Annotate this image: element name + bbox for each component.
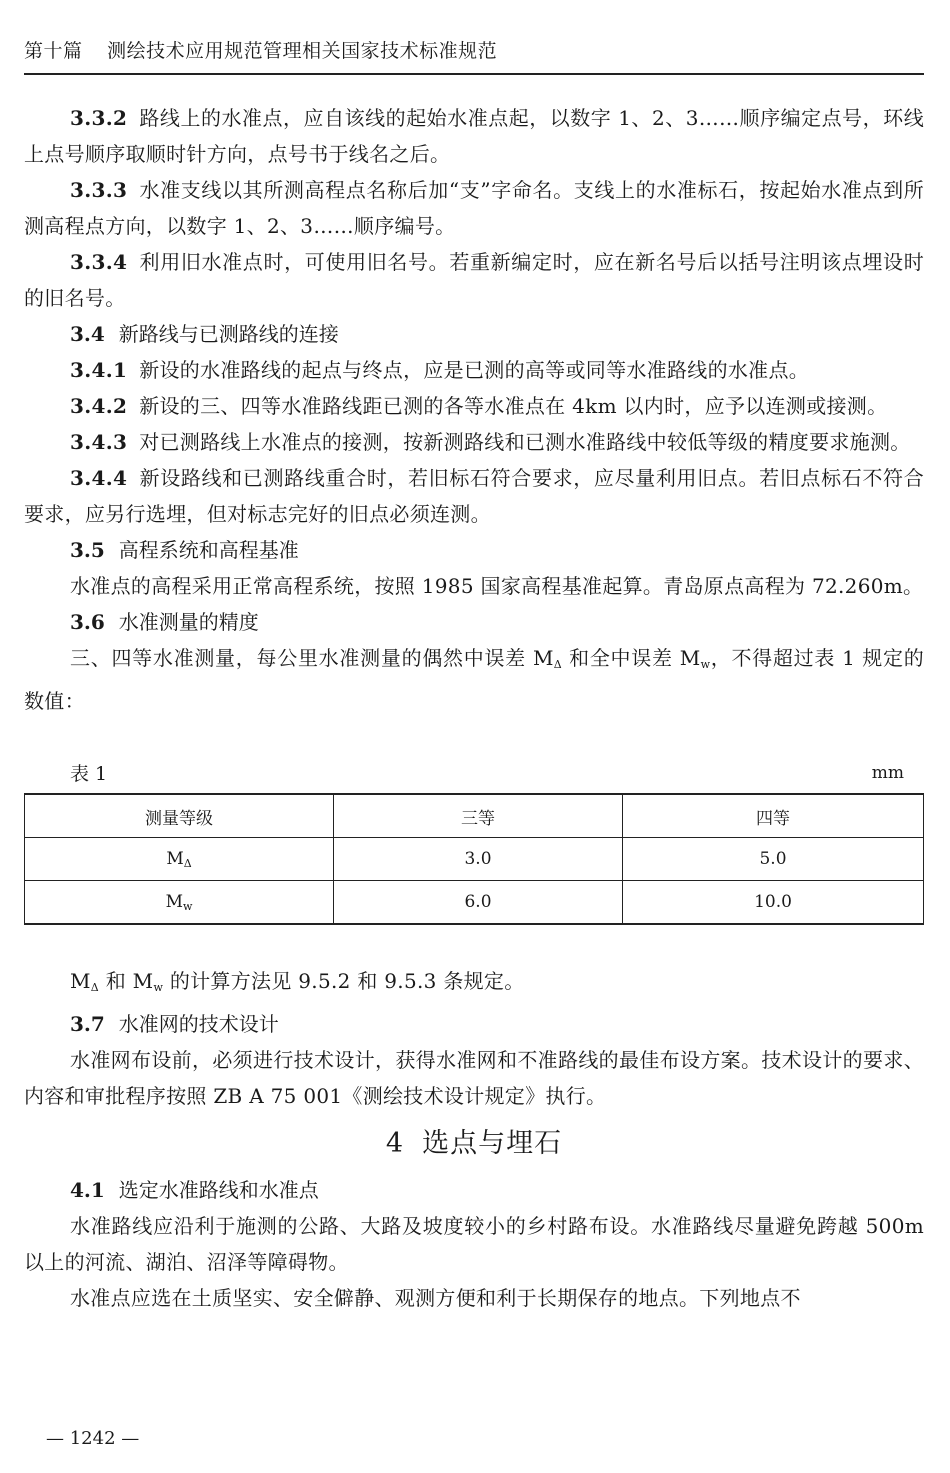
section-title-text: 选点与埋石	[422, 1128, 563, 1159]
clause-text: 水准支线以其所测高程点名称后加“支”字命名。支线上的水准标石，按起始水准点到所测高程点方向，以数字 1、2、3……顺序编号。	[24, 178, 924, 238]
paragraph-3-5: 水准点的高程采用正常高程系统，按照 1985 国家高程基准起算。青岛原点高程为 72.260m。	[70, 574, 924, 598]
text-run: 三、四等水准测量，每公里水准测量的偶然中误差 M	[70, 646, 554, 670]
heading-4-1	[24, 1172, 924, 1208]
table-header-row	[25, 794, 924, 838]
clause-3-4-3	[24, 424, 924, 460]
clause-number: 3.4.2	[70, 394, 128, 418]
chapter-label: 第十篇	[24, 40, 83, 62]
subscript: Δ	[90, 981, 100, 994]
paragraph-4-1-b: 水准点应选在土质坚实、安全僻静、观测方便和利于长期保存的地点。下列地点不	[70, 1286, 801, 1310]
clause-text: 利用旧水准点时，可使用旧名号。若重新编定时，应在新名号后以括号注明该点埋设时的旧名号。	[24, 250, 924, 310]
clause-text: 路线上的水准点，应自该线的起始水准点起，以数字 1、2、3……顺序编定点号，环线上点号顺序取顺时针方向，点号书于线名之后。	[24, 106, 924, 166]
clause-number: 3.3.4	[70, 250, 128, 274]
label-sub: Δ	[183, 856, 192, 870]
row-label	[25, 838, 334, 881]
subscript: w	[153, 981, 164, 994]
accuracy-table	[24, 793, 924, 925]
clause-number: 3.4.4	[70, 466, 128, 490]
heading-number: 3.7	[70, 1012, 105, 1036]
text-run: 和全中误差 M	[562, 646, 701, 670]
section-4-title	[24, 1120, 924, 1168]
clause-3-3-3	[24, 172, 924, 244]
clause-3-4-4	[24, 460, 924, 532]
clause-number: 3.4.3	[70, 430, 128, 454]
after-table	[24, 963, 924, 1316]
heading-text: 水准网的技术设计	[118, 1012, 279, 1036]
page-content	[24, 100, 924, 1316]
clause-text: 对已测路线上水准点的接测，按新测路线和已测水准路线中较低等级的精度要求施测。	[139, 430, 911, 454]
label-main: M	[165, 891, 183, 912]
text-run: 和 M	[99, 969, 154, 993]
clause-number: 3.4.1	[70, 358, 128, 382]
text-run: ，不得超过表 1 规定的数值：	[24, 646, 924, 713]
label-main: M	[166, 848, 184, 869]
header-third-order: 三等	[334, 794, 623, 838]
clause-3-3-2	[24, 100, 924, 172]
clause-text: 新设路线和已测路线重合时，若旧标石符合要求，应尽量利用旧点。若旧点标石不符合要求，应另行选埋，但对标志完好的旧点必须连测。	[24, 466, 924, 526]
value-third: 3.0	[334, 838, 623, 881]
paragraph-3-7: 水准网布设前，必须进行技术设计，获得水准网和不准路线的最佳布设方案。技术设计的要求、内容和审批程序按照 ZB A 75 001《测绘技术设计规定》执行。	[24, 1048, 924, 1108]
text-run: M	[70, 969, 91, 993]
row-label	[25, 881, 334, 925]
table-title: 表 1	[70, 763, 108, 785]
subscript: w	[700, 658, 711, 671]
clause-number: 3.3.2	[70, 106, 128, 130]
heading-3-6	[24, 604, 924, 640]
heading-text: 新路线与已测路线的连接	[118, 322, 339, 346]
heading-3-4	[24, 316, 924, 352]
heading-text: 水准测量的精度	[118, 610, 259, 634]
heading-number: 3.4	[70, 322, 105, 346]
table-unit: mm	[871, 763, 904, 783]
heading-number: 3.6	[70, 610, 105, 634]
clause-3-4-2	[24, 388, 924, 424]
heading-text: 选定水准路线和水准点	[118, 1178, 319, 1202]
clause-number: 3.3.3	[70, 178, 128, 202]
heading-text: 高程系统和高程基准	[118, 538, 299, 562]
heading-number: 4.1	[70, 1178, 105, 1202]
paragraph-4-1-a: 水准路线应沿利于施测的公路、大路及坡度较小的乡村路布设。水准路线尽量避免跨越 500m 以上的河流、湖泊、沼泽等障碍物。	[24, 1214, 924, 1274]
paragraph-3-6	[24, 640, 924, 719]
clause-3-4-1	[24, 352, 924, 388]
table-caption	[24, 759, 924, 789]
table-row	[25, 881, 924, 925]
clause-text: 新设的水准路线的起点与终点，应是已测的高等或同等水准路线的水准点。	[139, 358, 810, 382]
heading-3-7	[24, 1006, 924, 1042]
header-fourth-order: 四等	[623, 794, 924, 838]
label-sub: w	[183, 899, 193, 913]
heading-3-5	[24, 532, 924, 568]
chapter-title: 测绘技术应用规范管理相关国家技术标准规范	[107, 40, 498, 62]
table-row	[25, 838, 924, 881]
page-header	[24, 36, 924, 75]
section-number: 4	[385, 1128, 405, 1159]
value-third: 6.0	[334, 881, 623, 925]
page-number: — 1242 —	[46, 1428, 140, 1449]
value-fourth: 10.0	[623, 881, 924, 925]
clause-3-3-4	[24, 244, 924, 316]
text-run: 的计算方法见 9.5.2 和 9.5.3 条规定。	[163, 969, 525, 993]
value-fourth: 5.0	[623, 838, 924, 881]
clause-text: 新设的三、四等水准路线距已测的各等水准点在 4km 以内时，应予以连测或接测。	[139, 394, 888, 418]
header-grade: 测量等级	[25, 794, 334, 838]
heading-number: 3.5	[70, 538, 105, 562]
subscript: Δ	[553, 658, 563, 671]
table-note	[24, 963, 924, 1006]
